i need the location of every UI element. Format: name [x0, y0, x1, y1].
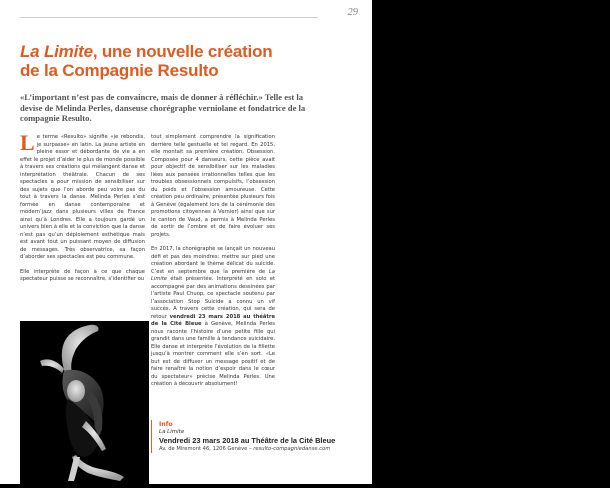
- page-number: 29: [347, 7, 358, 18]
- right-paragraph-2-mid: était présentée. Interprété en solo et accompagné par des animations dessinées par l’artiste Paul Chuop, ce spectacle soutenu par l’association Stop Suicide a connu un vif succès. A travers cette création, qui sera de retour: [151, 276, 275, 320]
- info-box: [151, 420, 369, 453]
- article-lead: «L’important n’est pas de convaincre, mais de donner à réfléchir.» Telle est la devise de Melinda Perles, danseuse chorégraphe verniolane et fondatrice de la compagnie Resulto.: [20, 92, 306, 124]
- info-title: Info: [159, 421, 173, 428]
- left-paragraph-1: [20, 130, 145, 262]
- show-title-inline: La Limite: [151, 268, 275, 282]
- headline-line1-rest: , une nouvelle création: [92, 42, 273, 61]
- info-website-link[interactable]: resulto-compagniedanse.com: [253, 446, 331, 452]
- drop-cap: L: [20, 130, 35, 155]
- headline-show-title: La Limite: [20, 42, 93, 61]
- dancer-photo: [20, 321, 149, 484]
- header-rule: [20, 17, 318, 18]
- dancer-silhouette-image: [20, 321, 149, 484]
- right-paragraph-2-start: En 2017, la chorégraphe se lançait un nouveau défi et pas des moindres: mettre sur pied une création abordant le thème délicat du suicide. C’est en septembre que la première de: [151, 246, 275, 275]
- info-address: Av. de Miremont 46, 1206 Genève –: [159, 446, 254, 452]
- left-paragraph-1-text: e terme «Resulto» signifie «je rebondis, je surpasse» en latin. La jeune artiste en pleine essor et débordante de vie a en effet le projet d’aider le plus de monde possible à travers ses créations qui mélangent danse et interprétation théâtrale. Chacun de ses spectacles a pour mission de sensibiliser sur des sujets que l’on aborde peu voire pas du tout à travers la danse. Melinda Perles s’est formée en danse contemporaine et modern’jazz dans plusieurs villes de France ainsi qu’à Londres. Elle a toujours gardé un univers bien à elle et la conviction que la danse n’est pas qu’un déploiement esthétique mais est avant tout un puissant moyen de diffusion de messages. Très observatrice, sa façon d’aborder ses spectacles est peu commune.: [20, 134, 145, 260]
- right-paragraph-1: tout simplement comprendre la signification derrière telle gestuelle et tel regard. En 2015, elle montait sa première création, Obsession. Composée pour 4 danseurs, cette pièce avait pour objectif de sensibiliser sur les maladies liées aux pensées irrationnelles telles que les troubles obsessionnels compulsifs, l’obsession du poids et l’obsession amoureuse. Cette création peu ordinaire, présentée plusieurs fois à Genève (également lors de la cérémonie des promotions citoyennes à Vernier) ainsi que sur le canton de Vaud, a permis à Melinda Perles de sortir de l’ombre et de faire évoluer ses projets.: [151, 134, 275, 238]
- headline-line2: de la Compagnie Resulto: [20, 61, 219, 80]
- article-headline: [20, 42, 350, 80]
- left-paragraph-2: Elle interprète de façon à ce que chaque spectateur puisse se reconnaître, s’identifier ou: [20, 268, 145, 282]
- info-show-name: La Limite: [159, 429, 185, 435]
- performance-date-inline: vendredi 23 mars 2018 au théâtre de la Cité Bleue: [151, 313, 275, 327]
- left-column: [20, 130, 145, 291]
- info-address-line: [159, 446, 369, 453]
- right-paragraph-2-end: à Genève, Melinda Perles nous raconte l’histoire d’une petite fille qui grandit dans une famille à tendance suicidaire. Elle danse et interprète l’évolution de la fillette jusqu’à montrer comment elle s’en sort. «Le but est de diffuser un message positif et de faire renaître la notion d’espoir dans le cœur du spectateur» précise Melinda Perles. Une création à découvrir absolument!: [151, 321, 275, 387]
- right-paragraph-2: [151, 246, 275, 389]
- right-column: [151, 134, 275, 396]
- info-date-venue: Vendredi 23 mars 2018 au Théâtre de la Cité Bleue: [159, 436, 336, 445]
